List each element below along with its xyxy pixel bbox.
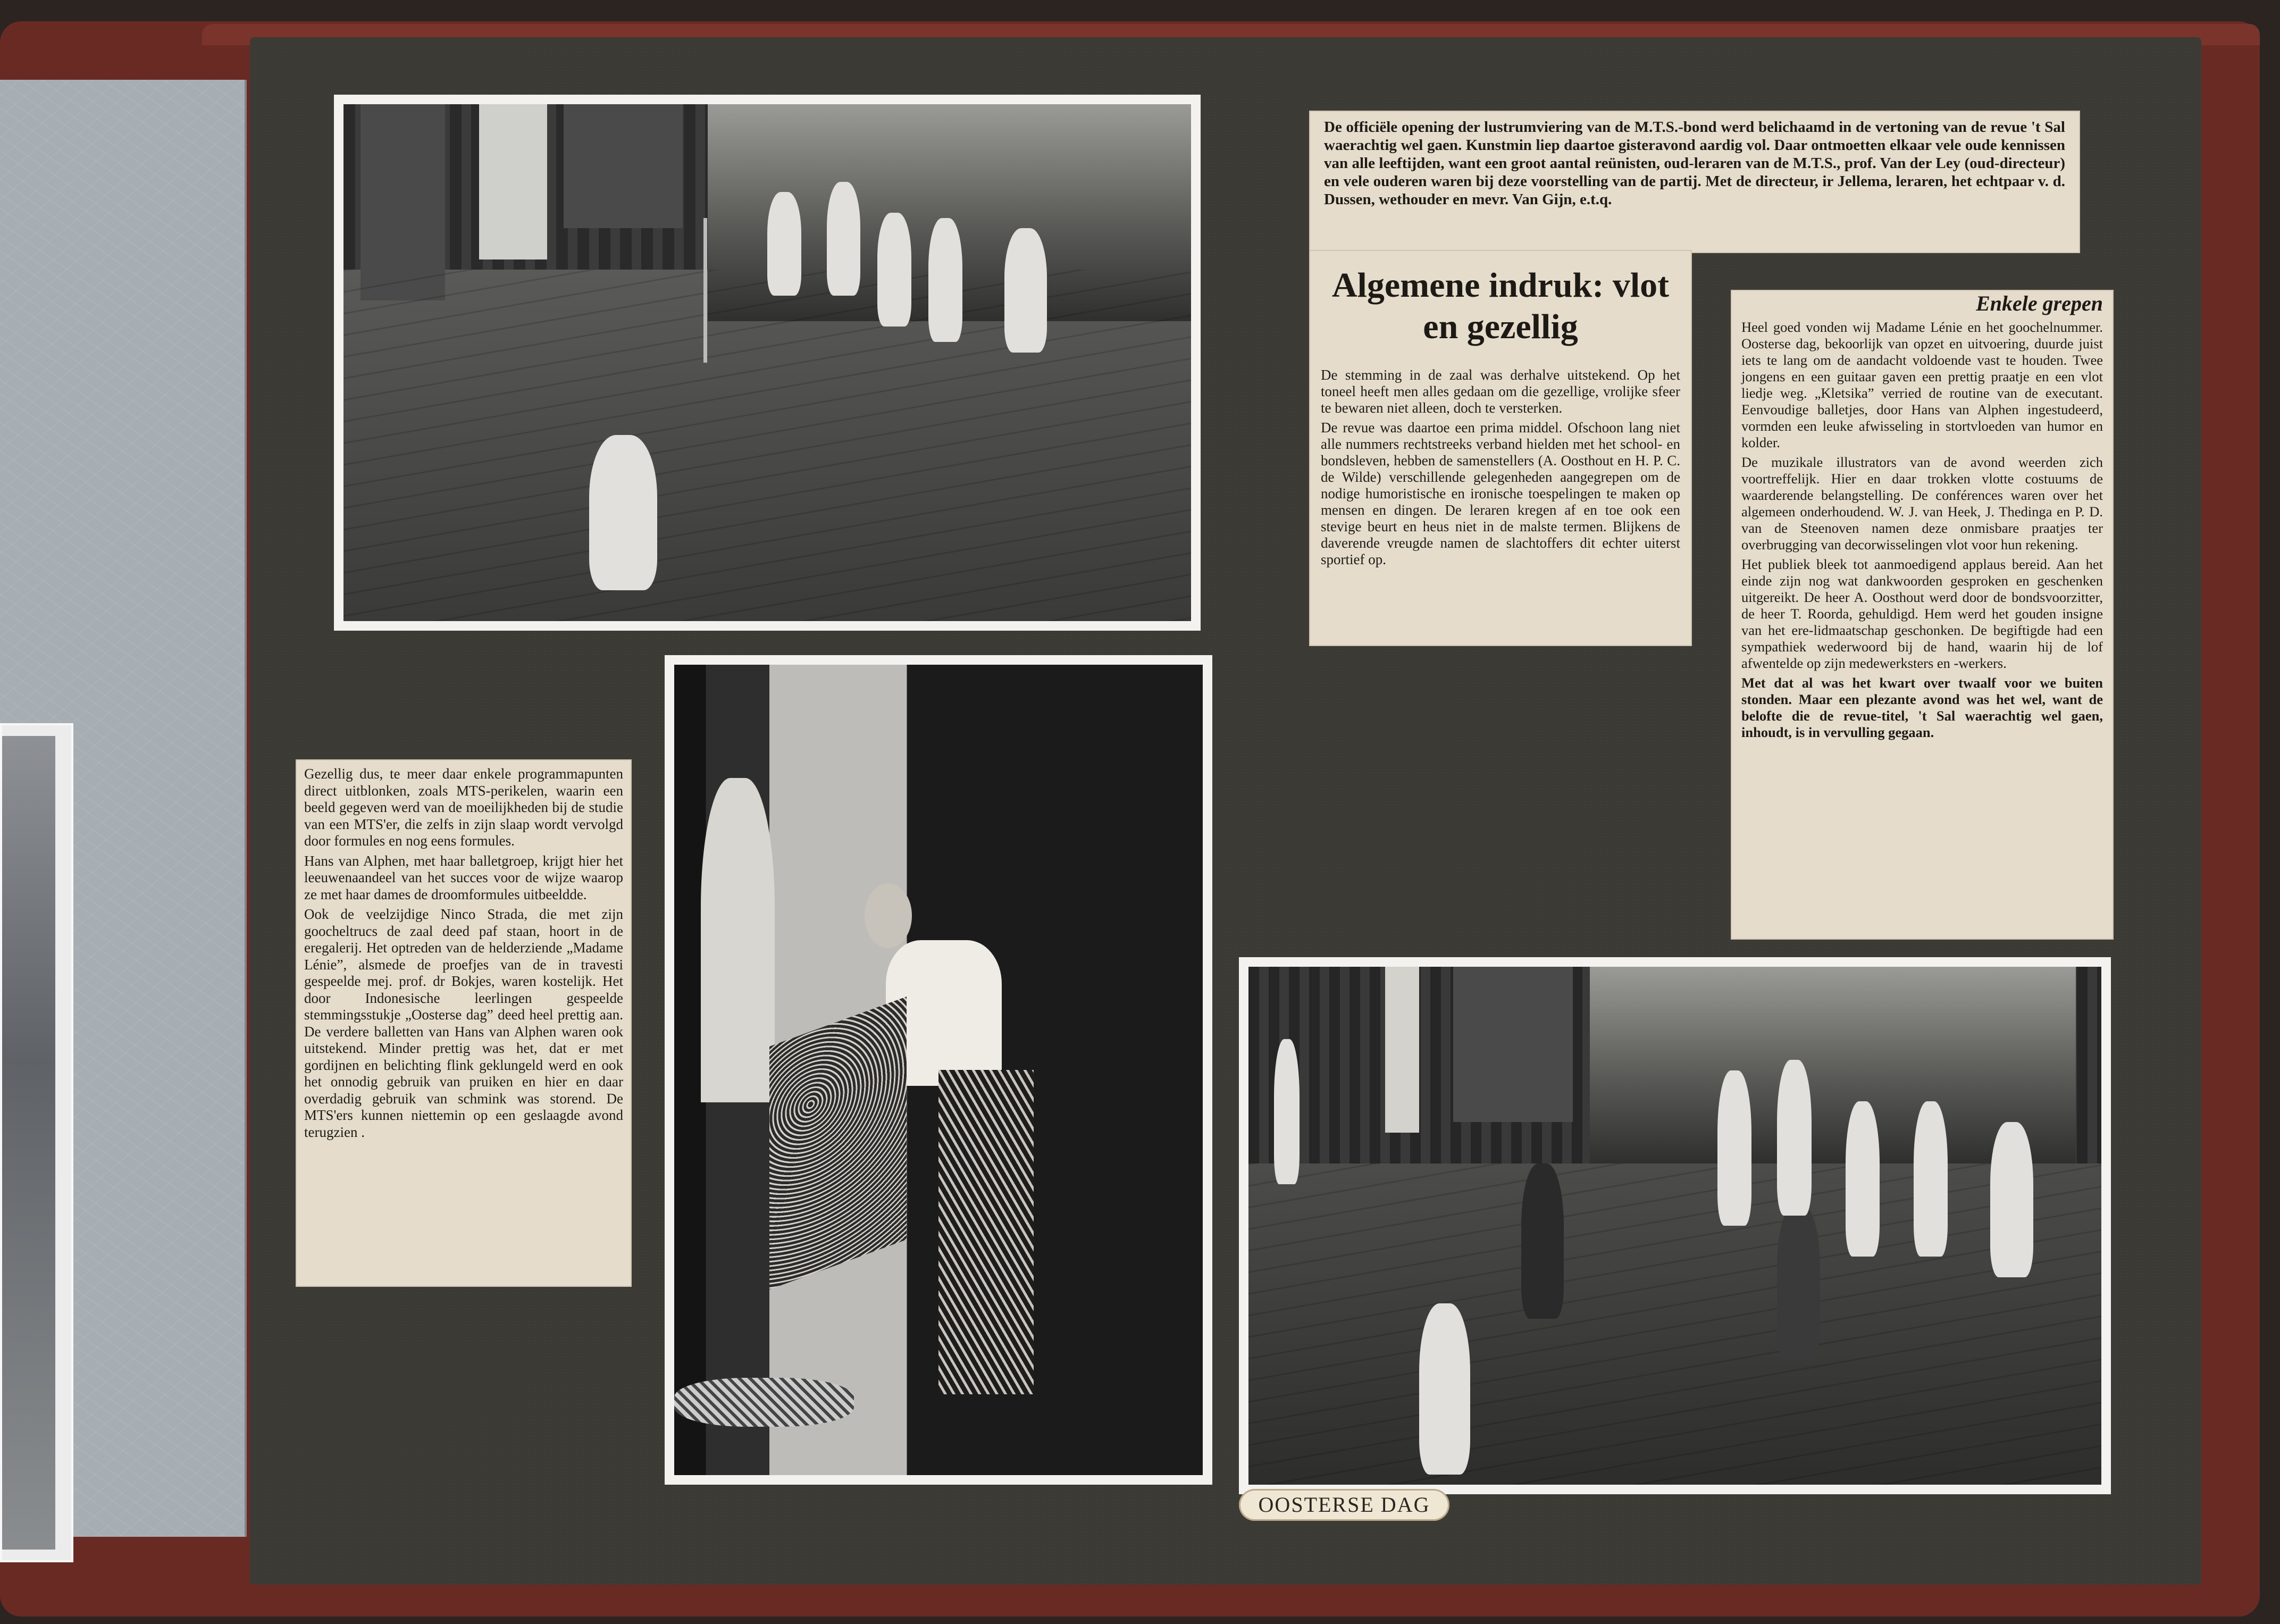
previous-page-photo-image	[2, 736, 55, 1550]
paragraph: Het publiek bleek tot aanmoedigend applaus bereid. Aan het einde zijn nog wat dankwoorden gesproken en geschenken uitgereikt. De heer A. Oosthout werd door de bondsvoorzitter, de heer T. Roorda, gehuldigd. Hem werd het gouden insigne van het ere-lidmaatschap geschonken. De begiftigde had een sympathiek wederwoord bij de hand, waarin hij de lof afwentelde op zijn medewerksters en -werkers.	[1741, 556, 2103, 671]
batik-scarf	[769, 997, 907, 1290]
musician	[877, 213, 911, 327]
stage-prop	[674, 1378, 854, 1426]
hanging-banner	[1385, 967, 1419, 1133]
clipping-text: De officiële opening der lustrumviering van de M.T.S.-bond werd belichaamd in de vertoning van de revue 't Sal waerachtig wel gaen. Kunstmin liep daartoe gisteravond aardig vol. Daar ontmoetten elkaar vele oude kennissen van alle leeftijden, want een groot aantal reünisten, oud-leraren van de M.T.S., prof. Van der Ley (oud-directeur) en vele ouderen waren bij deze voorstelling van de partij. Met de directeur, ir Jellema, leraren, het echtpaar v. d. Dussen, wethouder en mevr. Van Gijn, e.t.q.	[1324, 119, 2065, 208]
musician	[928, 218, 962, 342]
clipping-main-article	[1309, 250, 1692, 646]
photo-image	[343, 104, 1191, 621]
musician	[1990, 1122, 2033, 1277]
musician	[1717, 1070, 1751, 1226]
paragraph: De revue was daartoe een prima middel. Ofschoon lang niet alle nummers rechtstreeks verband hielden met het school- en bondsleven, hebben de samenstellers (A. Oosthout en H. P. C. de Wilde) verschillende gelegenheden aangegrepen om de nodige humoristische en ironische toespelingen te maken op mensen en dingen. De leraren kregen af en toe ook een stevige beurt en heus niet in de malste termen. Blijkens de daverende vreugde namen de slachtoffers dit echter uiterst sportief op.	[1321, 420, 1680, 567]
musician	[1777, 1060, 1811, 1215]
dancer-head	[865, 883, 912, 948]
caption-label: OOSTERSE DAG	[1239, 1489, 1449, 1521]
clipping-opening	[1309, 111, 2080, 253]
paragraph: Ook de veelzijdige Ninco Strada, die met zijn goocheltrucs de zaal deed paf staan, hoort in de eregalerij. Het optreden van de helderziende „Madame Lénie”, alsmede de proefjes van de in travesti gespeelde mej. prof. dr Bokjes, waren kostelijk. Het door Indonesische leerlingen gespeelde stemmingsstukje „Oosterse dag” deed heel prettig aan. De verdere balletten van Hans van Alphen waren ook uitstekend. Minder prettig was het, dat er met gordijnen en belichting flink geklungeld werd en ook het onnodig gebruik van pruiken en hier en daar overdadig gebruik van schmink was storend. De MTS'ers kunnen niettemin op een geslaagde avond terugzien .	[304, 906, 623, 1140]
clipping-heading: Enkele grepen	[1976, 291, 2103, 315]
theater-box	[701, 778, 775, 1102]
dancer	[589, 435, 657, 590]
musician	[1914, 1101, 1948, 1257]
stage-curtain	[564, 104, 682, 228]
musician	[767, 192, 801, 295]
microphone-stand	[703, 218, 707, 363]
photo-image	[1248, 967, 2101, 1485]
photo-image	[674, 665, 1203, 1475]
previous-page	[0, 80, 247, 1537]
paragraph: Gezellig dus, te meer daar enkele programmapunten direct uitblonken, zoals MTS-perikelen, waarin een beeld gegeven werd van de moeilijkheden bij de studie van een MTS'er, die zelfs in zijn slaap wordt vervolgd door formules en nog eens formules.	[304, 766, 623, 849]
photo-dancer-batik	[665, 655, 1212, 1485]
musician	[827, 182, 861, 296]
performer	[1274, 1039, 1300, 1184]
headline: Algemene indruk: vlot en gezellig	[1331, 266, 1670, 346]
paragraph: Heel goed vonden wij Madame Lénie en het goochelnummer. Oosterse dag, bekoorlijk van opzet en uitvoering, duurde juist iets te lang om de aandacht voldoende vast te houden. Twee jongens en een guitaar gaven een prettig praatje en een vlot liedje weg. „Kletsika” verried de routine van de executant. Eenvoudige balletjes, door Hans van Alphen ingestudeerd, vormden een leuke afwisseling in stortvloeden van humor en kolder.	[1741, 319, 2103, 450]
dancer	[1777, 1205, 1820, 1360]
paragraph: Hans van Alphen, met haar balletgroep, krijgt hier het leeuwenaandeel van het succes voor de wijze waarop ze met haar dames de droomformules uitbeeldde.	[304, 852, 623, 902]
paragraph: De muzikale illustrators van de avond weerden zich voortreffelijk. Hier en daar trokken vlotte costuums de waarderende belangstelling. De conférences waren over het algemeen onderhoudend. W. J. van Heek, J. Thedinga en P. D. van de Steenoven namen deze onmisbare praatjes ter overbrugging van decorwisselingen vlot voor hun rekening.	[1741, 454, 2103, 553]
paragraph: Met dat al was het kwart over twaalf voor we buiten stonden. Maar een plezante avond was het wel, want de belofte die de revue-titel, 't Sal waerachtig wel gaen, inhoudt, is in vervulling gegaan.	[1741, 675, 2103, 740]
hanging-banner	[479, 104, 547, 259]
stage-curtain	[1453, 967, 1573, 1122]
dancer	[1521, 1163, 1564, 1319]
clipping-left	[296, 759, 632, 1287]
stage-floor	[343, 270, 1191, 621]
musician	[1846, 1101, 1880, 1257]
batik-sarong	[938, 1070, 1034, 1394]
photo-stage-dancer-with-hat	[334, 95, 1201, 631]
stage-floor	[1248, 1163, 2101, 1485]
previous-page-photo	[0, 723, 73, 1562]
dancer	[1419, 1303, 1470, 1474]
paragraph: De stemming in de zaal was derhalve uitstekend. Op het toneel heeft men alles gedaan om die gezellige, vrolijke sfeer te bewaren niet alleen, doch te versterken.	[1321, 367, 1680, 416]
clipping-enkele-grepen	[1731, 290, 2114, 940]
musician	[1004, 228, 1047, 352]
photo-stage-performance	[1239, 957, 2111, 1494]
